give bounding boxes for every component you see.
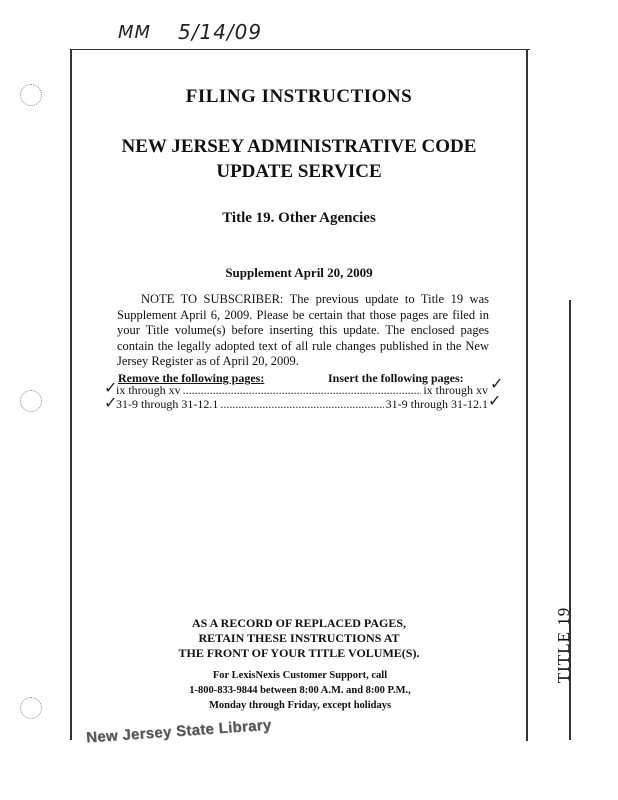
record-line-1: AS A RECORD OF REPLACED PAGES, xyxy=(191,616,407,630)
support-line-1: For LexisNexis Customer Support, call xyxy=(212,670,388,681)
remove-pages: ix through xv xyxy=(116,383,181,397)
supplement-date: Supplement April 20, 2009 xyxy=(225,265,373,280)
insert-pages: 31-9 through 31-12.1 xyxy=(385,397,488,411)
punch-hole-icon xyxy=(20,697,42,719)
handwritten-date: 5/14/09 xyxy=(178,20,263,44)
handwritten-initials: MM xyxy=(118,22,152,43)
note-to-subscriber: NOTE TO SUBSCRIBER: The previous update to Title 19 was Supplement April 6, 2009. Please be certain that those pages are filed in your Title volume(s) before inserting this update. The enclosed pages contain the legally adopted text of all rule changes published in the New Jersey Register as of April 20, 2009. xyxy=(117,292,489,368)
record-line-2: RETAIN THESE INSTRUCTIONS AT xyxy=(198,631,400,645)
filing-instructions-heading: FILING INSTRUCTIONS xyxy=(185,86,413,107)
punch-hole-icon xyxy=(20,390,42,412)
checkmark-icon: ✓ xyxy=(104,393,118,412)
title-line-1: NEW JERSEY ADMINISTRATIVE CODE xyxy=(121,136,477,157)
checkmark-icon: ✓ xyxy=(104,378,118,397)
customer-support-info xyxy=(150,668,450,713)
title-section: Title 19. Other Agencies xyxy=(222,210,376,226)
insert-header: Insert the following pages: xyxy=(328,371,464,385)
record-line-3: THE FRONT OF YOUR TITLE VOLUME(S). xyxy=(178,646,420,660)
remove-pages: 31-9 through 31-12.1 xyxy=(116,397,219,411)
checkmark-icon: ✓ xyxy=(488,391,502,410)
punch-hole-icon xyxy=(20,84,42,106)
title-tab-label: TITLE 19 xyxy=(554,606,573,684)
library-stamp: New Jersey State Library xyxy=(85,716,272,747)
page-row xyxy=(116,397,488,412)
support-line-2: 1-800-833-9844 between 8:00 A.M. and 8:00 P.M., xyxy=(189,685,411,696)
checkmark-icon: ✓ xyxy=(490,374,504,393)
insert-pages: ix through xv xyxy=(423,383,488,397)
record-notice xyxy=(170,616,428,661)
page-row xyxy=(116,383,488,398)
remove-header: Remove the following pages: xyxy=(118,371,265,385)
leader-dots xyxy=(220,397,383,412)
leader-dots xyxy=(183,383,422,398)
support-line-3: Monday through Friday, except holidays xyxy=(208,700,392,711)
title-line-2: UPDATE SERVICE xyxy=(216,161,382,182)
document-title xyxy=(70,134,528,184)
